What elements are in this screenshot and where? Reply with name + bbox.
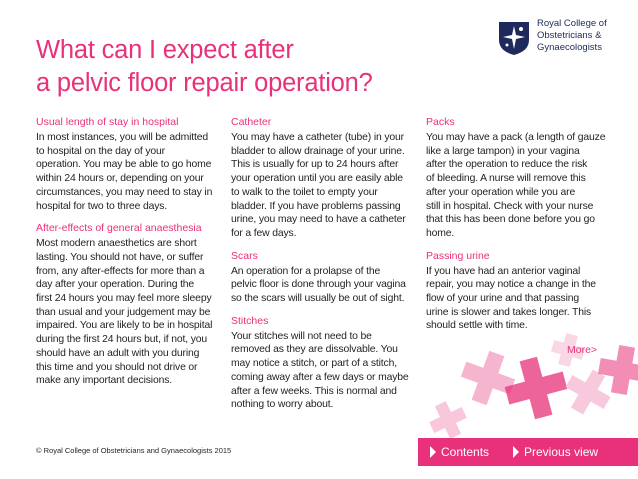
- decorative-crosses: [418, 330, 638, 438]
- paragraph-anaesthesia: [36, 237, 221, 388]
- logo-line-3: Gynaecologists: [537, 42, 602, 53]
- text-line: circumstances, you may need to stay in: [36, 186, 213, 198]
- heading-packs: Packs: [426, 116, 455, 128]
- text-line: should settle with time.: [426, 320, 528, 332]
- text-line: In most instances, you will be admitted: [36, 132, 209, 143]
- text-line: repair, you may notice a change in the: [426, 279, 596, 291]
- more-link[interactable]: More>: [567, 344, 598, 356]
- text-line: An operation for a prolapse of the: [231, 265, 381, 277]
- text-line: make any important decisions.: [36, 375, 172, 387]
- heading-stitches: Stitches: [231, 314, 269, 327]
- text-line: coming away after a few days or maybe: [231, 371, 409, 383]
- text-line: like a large tampon) in your vagina: [426, 145, 580, 157]
- heading-passing-urine: Passing urine: [426, 249, 490, 262]
- text-line: If you have had an anterior vaginal: [426, 265, 581, 277]
- text-line: during the first 24 hours but, if not, you: [36, 334, 208, 346]
- text-line: after a few weeks. This is normal and: [231, 385, 397, 397]
- decorative-cross-icon: [424, 396, 472, 438]
- page-title-line-1: What can I expect after: [36, 36, 294, 64]
- text-line: day after your operation. During the: [36, 279, 195, 291]
- rcog-crest-icon: [497, 20, 531, 56]
- play-arrow-icon: [430, 446, 436, 458]
- paragraph-scars: [231, 265, 416, 306]
- text-line: flow of your urine and that passing: [426, 293, 580, 305]
- text-line: You may have a pack (a length of gauze: [426, 132, 606, 143]
- text-line: bladder to allow drainage of your urine.: [231, 145, 405, 157]
- text-line: still in hospital. Check with your nurse: [426, 200, 594, 212]
- logo-line-1: Royal College of: [537, 18, 607, 29]
- text-line: first 24 hours you may feel more sleepy: [36, 293, 212, 305]
- paragraph-passing-urine: [426, 265, 611, 334]
- text-line: than usual and your judgement may be: [36, 306, 211, 318]
- column-3: [426, 115, 611, 341]
- text-line: pelvic floor is done through your vagina: [231, 279, 406, 291]
- page-title: [36, 34, 476, 100]
- text-line: your operation until you are easily able: [231, 173, 403, 185]
- text-line: within 24 hours or, depending on your: [36, 173, 204, 185]
- paragraph-stitches: [231, 330, 416, 412]
- text-line: removed as they are dissolvable. You: [231, 344, 398, 356]
- text-line: of bleeding. A nurse will remove this: [426, 173, 586, 185]
- text-line: operation. You may be able to go home: [36, 159, 212, 171]
- text-line: This is usually for up to 24 hours after: [231, 159, 399, 171]
- page-title-line-2: a pelvic floor repair operation?: [36, 69, 373, 97]
- text-line: that this has been done before you go: [426, 214, 595, 226]
- previous-view-button[interactable]: [513, 438, 598, 466]
- decorative-cross-icon: [595, 342, 638, 398]
- rcog-logo: [497, 18, 637, 74]
- contents-label: Contents: [441, 445, 490, 459]
- logo-line-2: Obstetricians &: [537, 30, 602, 41]
- text-line: You may have a catheter (tube) in your: [231, 132, 404, 143]
- paragraph-packs: [426, 131, 611, 241]
- text-line: urine is slower and takes longer. This: [426, 306, 592, 318]
- text-line: bladder. If you have problems passing: [231, 200, 401, 212]
- text-line: urine, you may need to have a catheter: [231, 214, 406, 226]
- text-line: to walk to the toilet to empty your: [231, 186, 378, 198]
- column-2: [231, 115, 416, 420]
- play-arrow-icon: [513, 446, 519, 458]
- text-line: hospital for two to three days.: [36, 200, 168, 212]
- heading-catheter: Catheter: [231, 116, 272, 128]
- text-line: nothing to worry about.: [231, 399, 334, 411]
- text-line: lasting. You should not have, or suffer: [36, 251, 204, 263]
- heading-scars: Scars: [231, 249, 258, 262]
- copyright-notice: © Royal College of Obstetricians and Gynaecologists 2015: [36, 446, 232, 455]
- heading-length-of-stay: Usual length of stay in hospital: [36, 116, 179, 128]
- text-line: from, any after-effects for more than a: [36, 265, 205, 277]
- text-line: home.: [426, 227, 455, 239]
- text-line: after the operation to reduce the risk: [426, 159, 588, 171]
- previous-view-label: Previous view: [524, 445, 599, 459]
- text-line: may notice a stitch, or part of a stitch,: [231, 358, 397, 370]
- text-line: so the scars will usually be out of sight.: [231, 293, 405, 305]
- text-line: after your operation while you are: [426, 186, 576, 198]
- text-line: for a few days.: [231, 227, 297, 239]
- text-line: should have an adult with you during: [36, 347, 200, 359]
- column-1: [36, 115, 221, 396]
- rcog-logo-text: [537, 18, 635, 54]
- paragraph-catheter: [231, 131, 416, 241]
- text-line: this time and you should not drive or: [36, 361, 198, 373]
- text-line: impaired. You are likely to be in hospital: [36, 320, 213, 332]
- text-line: Your stitches will not need to be: [231, 330, 372, 342]
- text-line: Most modern anaesthetics are short: [36, 238, 197, 250]
- contents-button[interactable]: [430, 438, 489, 466]
- heading-anaesthesia: After-effects of general anaesthesia: [36, 222, 202, 235]
- text-line: to hospital on the day of your: [36, 145, 165, 157]
- paragraph-length-of-stay: [36, 131, 221, 213]
